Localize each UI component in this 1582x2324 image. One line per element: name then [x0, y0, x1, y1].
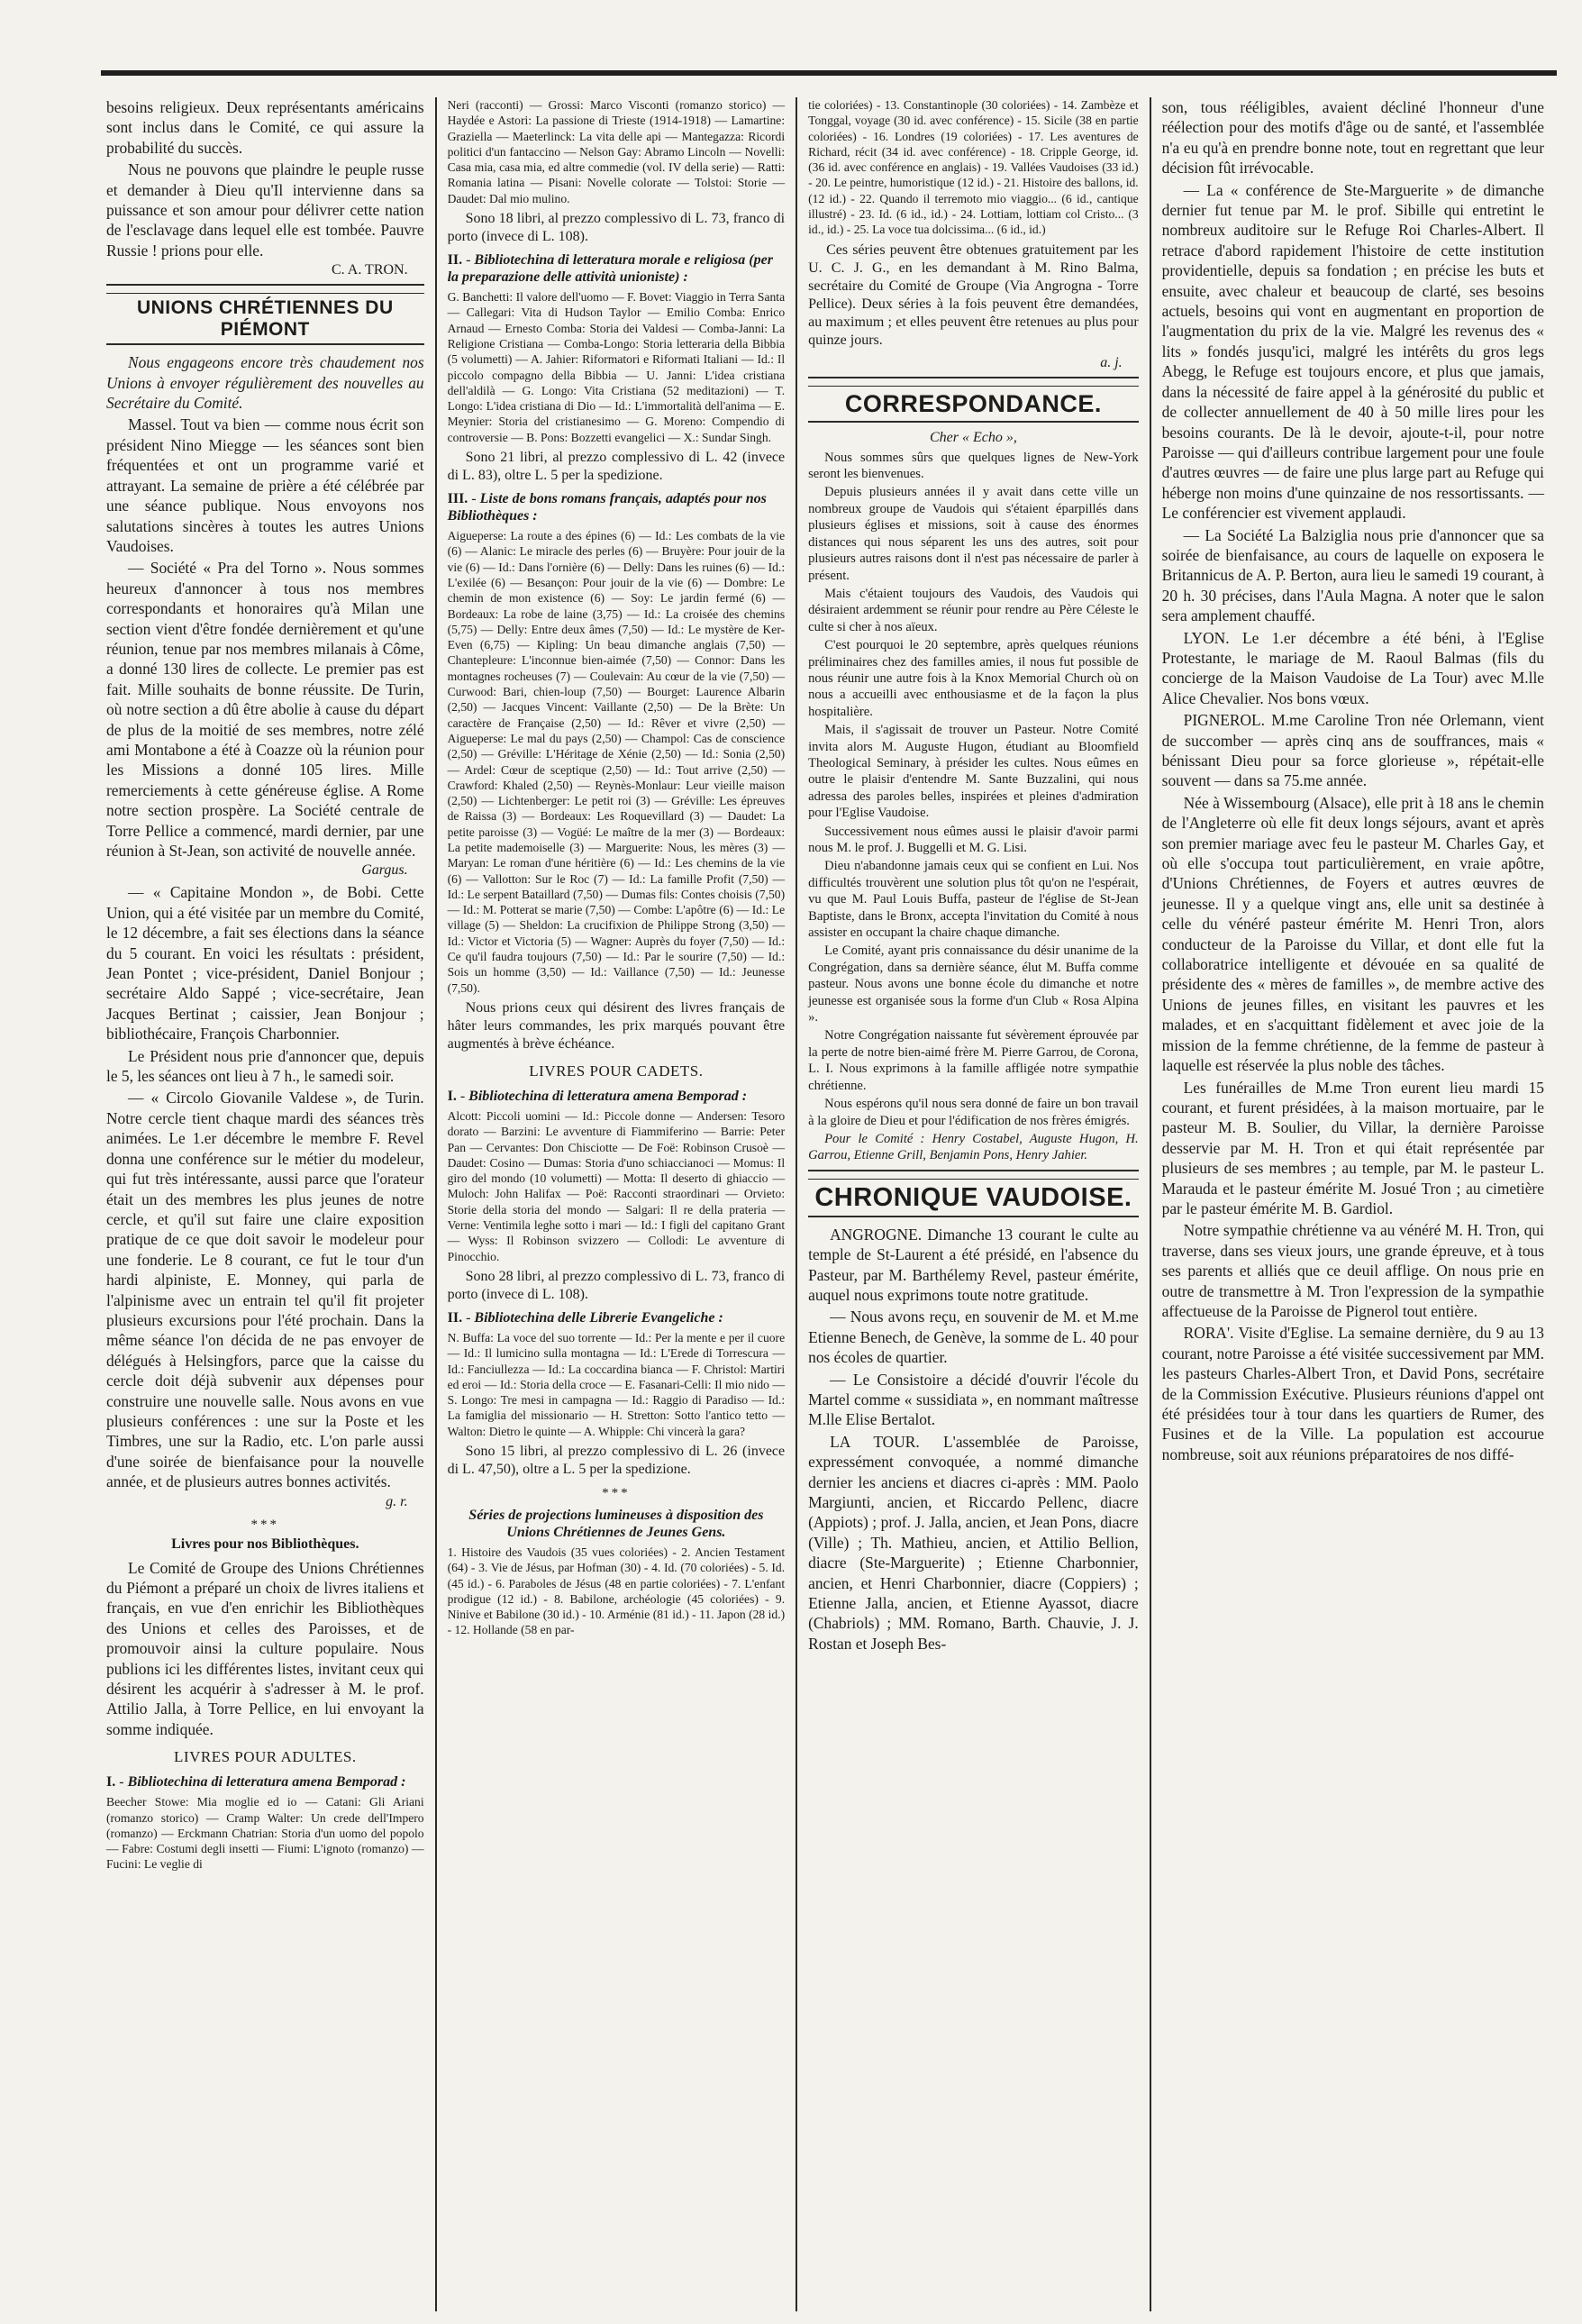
list-heading: II. - Bibliotechina delle Librerie Evangeliche : [447, 1309, 723, 1326]
correspondance-paragraph: Nous espérons qu'il nous sera donné de faire un bon travail à la gloire de Dieu et pour l'édification de nos frères émigrés. [808, 1097, 1139, 1128]
correspondance-paragraph: Dieu n'abandonne jamais ceux qui se confient en Lui. Nos difficultés trouvèrent une solution plus tôt qu'on ne l'espérait, vu que M. Paul Louis Buffa, pasteur de l'église de St-Jean Baptiste, dans le Bronx, accepta l'invitation du Comité à nous assister en occupant la chaire chaque dimanche. [808, 859, 1139, 941]
divider [808, 1170, 1139, 1171]
unions-paragraph: Le Président nous prie d'annoncer que, depuis le 5, les séances ont lieu à 7 h., le samedi soir. [106, 1046, 424, 1086]
list-heading: II. - Bibliotechina di letteratura morale e religiosa (per la preparazione delle attività unioniste) : [447, 252, 773, 286]
column-2 [437, 97, 796, 2311]
chronique-paragraph: Les funérailles de M.me Tron eurent lieu mardi 15 courant, et furent présidées, à la maison mortuaire, par le pasteur M. B. Soulier, du Villar, la dernière Paroisse desservie par M. H. Tron et qui était représentée par plusieurs de ses membres ; au temple, par M. le pasteur L. Marauda et le pasteur émérite M. Josué Tron ; au cimetière par le pasteur émérite M. B. Gardiol. [1161, 1078, 1544, 1217]
list-title: Bibliotechina delle Librerie Evangeliche : [474, 1309, 723, 1326]
correspondance-paragraph: Mais c'étaient toujours des Vaudois, des Vaudois qui désiraient ardemment se réunir pour rendre au Père Céleste le culte si cher à nos aïeux. [808, 586, 1139, 634]
adults-heading: LIVRES POUR ADULTES. [174, 1748, 357, 1766]
list-heading: I. - Bibliotechina di letteratura amena Bemporad : [106, 1774, 406, 1791]
chronique-paragraph: PIGNEROL. M.me Caroline Tron née Orlemann, vient de succomber — après cinq ans de souffrances, mais « bénissant Dieu pour sa force glorieuse », répétait-elle souvent — dans sa 75.me année. [1161, 711, 1544, 790]
book-catalog: N. Buffa: La voce del suo torrente — Id.: Per la mente e per il cuore — Id.: Il lumicino sulla montagna — Id.: L'Erede di Torrescura — Id.: Fanciullezza — Id.: La coccardina bianca — F. Christol: Martiri ed eroi — Id.: Storia della croce — E. Fasanari-Celli: Il mio nido — S. Longo: Tre mesi in campagna — Id.: Raggio di Paradiso — Id.: La famiglia del missionario — H. Stretton: Sotto l'antico tetto — Walton: Dietro le quinte — A. Whipple: Chi vincerà la gara? [447, 1330, 786, 1438]
catalog-note: Nous prions ceux qui désirent des livres français de hâter leurs commandes, les prix marqués pouvant être augmentés à brève échéance. [447, 999, 786, 1052]
signature-aj: a. j. [1100, 354, 1123, 370]
list-title: Bibliotechina di letteratura amena Bemporad : [127, 1774, 406, 1791]
list-number: III. [447, 491, 468, 507]
catalog-total: Sono 28 libri, al prezzo complessivo di L. 73, franco di porto (invece di L. 108). [447, 1268, 786, 1302]
intro-paragraph: besoins religieux. Deux représentants américains sont inclus dans le Comité, ce qui assure la probabilité du succès. [106, 98, 424, 157]
series-list: 1. Histoire des Vaudois (35 vues coloriées) - 2. Ancien Testament (64) - 3. Vie de Jésus, par Hofman (30) - 4. Id. (70 coloriées) - 5. Id. (45 id.) - 6. Paraboles de Jésus (48 en partie coloriées) - 7. L'enfant prodigue (12 id.) - 8. Babilone, archéologie (45 coloriées) - 9. Ninive et Babilone (30 id.) - 10. Arménie (81 id.) - 11. Japon (28 id.) - 12. Hollande (58 en par- [447, 1545, 786, 1637]
divider [808, 377, 1139, 378]
list-title: Bibliotechina di letteratura morale e religiosa (per la preparazione delle attività unioniste) : [447, 252, 773, 286]
chronique-paragraph: — La « conférence de Ste-Marguerite » de dimanche dernier fut tenue par M. le prof. Sibille qui entretint le nombreux auditoire sur le Refuge Roi Charles-Albert. Il retrace d'abord rapidement l'histoire de cette institution providentielle, depuis sa fondation ; en précise les buts et ensuite, avec chaleur et beaucoup de clarté, ses besoins actuels, besoins qui vont en augmentant en proportion de l'augmentation du prix de la vie. Malgré les revenus des « lits » fondés jusqu'ici, malgré les intérêts du gros legs Abegg, le Refuge est toujours encore, et plus que jamais, dans la nécessité de faire appel à la générosité du public et de collecter annuellement de 40 à 50 mille lires pour les besoins courants. De là le devoir, ajoute-t-il, pour notre Paroisse — qui d'ailleurs contribue largement pour une foule d'autres œuvres — de faire une plus large part au Refuge qui héberge non moins d'une quinzaine de nos ressortissants. — Le conférencier est vivement applaudi. [1161, 180, 1544, 523]
unions-heading: UNIONS CHRÉTIENNES DU PIÉMONT [106, 293, 424, 345]
correspondance-paragraph: Le Comité, ayant pris connaissance du désir unanime de la Congrégation, dans sa dernière séance, élut M. Buffa comme pasteur. Nous avons une bonne école du dimanche et notre jeunesse est organisée sous la forme d'un Club « Rosa Alpina ». [808, 943, 1139, 1025]
chronique-paragraph: — Le Consistoire a décidé d'ouvrir l'école du Martel comme « sussidiata », en nommant maîtresse M.lle Elise Bertalot. [808, 1370, 1139, 1429]
chronique-paragraph: son, tous rééligibles, avaient décliné l'honneur d'une réélection pour des motifs d'âge ou de santé, et l'assemblée n'a eu qu'à en prendre bonne note, tout en regrettant que leur décision fût irrévocable. [1161, 98, 1544, 178]
chronique-paragraph: LA TOUR. L'assemblée de Paroisse, expressément convoquée, a nommé dimanche dernier les anciens et diacres ci-après : MM. Paolo Margiunti, ancien, et Riccardo Pellenc, diacre (Appiots) ; prof. J. Jalla, ancien, et Jean Pons, diacre (Ville) ; Th. Mathieu, ancien, et Attilio Bellion, diacre (Ste-Marguerite) ; Etienne Charbonnier, ancien, et Henri Charbonnier, diacre (Coppiers) ; Etienne Jalla, ancien, et Etienne Ayassot, diacre (Chabriols) ; MM. Romano, Barth. Chauvie, J. J. Rostan et Joseph Bes- [808, 1432, 1139, 1653]
list-number: II. [447, 252, 463, 269]
unions-paragraph: — « Circolo Giovanile Valdese », de Turin. Notre cercle tient chaque mardi des séances très animées. Le 1.er décembre le membre F. Revel donna une conférence sur le métier du modeleur, qui fut très intéressante, aussi parce que l'orateur était un des membres les plus jeunes de notre cercle, et qu'il sut faire une claire exposition pratique de ce que doit savoir le modeleur pour une fonderie. Le 8 courant, ce fut le tour d'un hardi alpiniste, E. Monney, qui parla de l'alpinisme avec un entrain tel qu'il fit projeter plusieurs excursions pour l'été prochain. Dans la même séance l'on décida de ne pas envoyer de délégués à Helsingfors, parce que la caisse du cercle doit déjà subvenir aux dépenses pour construire une nouvelle salle. Nous avons en vue plusieurs conférences : une sur la Poste et les Timbres, une sur la Radio, etc. L'on parle aussi d'une soirée de bienfaisance pour la nouvelle année, et de plusieurs autres bonnes activités. [106, 1089, 424, 1491]
list-title: Liste de bons romans français, adaptés pour nos Bibliothèques : [447, 491, 767, 524]
stars-separator: *** [602, 1486, 631, 1500]
list-number: I. [106, 1774, 116, 1791]
signature-gargus: Gargus. [361, 862, 408, 879]
list-heading: III. - Liste de bons romans français, adaptés pour nos Bibliothèques : [447, 491, 767, 524]
correspondance-paragraph: Successivement nous eûmes aussi le plaisir d'avoir parmi nous M. le prof. J. Buggelli et M. G. Lisi. [808, 824, 1139, 856]
series-title: Séries de projections lumineuses à disposition des Unions Chrétiennes de Jeunes Gens. [468, 1508, 764, 1540]
chronique-paragraph: — Nous avons reçu, en souvenir de M. et M.me Etienne Benech, de Genève, la somme de L. 40 pour nos écoles de quartier. [808, 1308, 1139, 1367]
intro-paragraph: Nous ne pouvons que plaindre le peuple russe et demander à Dieu qu'Il intervienne dans sa puissance et son amour pour délivrer cette nation de l'esclavage dans lequel elle est tombée. Pauvre Russie ! prions pour elle. [106, 160, 424, 260]
correspondance-paragraph: Nous sommes sûrs que quelques lignes de New-York seront les bienvenues. [808, 450, 1139, 482]
correspondance-paragraph: Depuis plusieurs années il y avait dans cette ville un nombreux groupe de Vaudois qui s'étaient éparpillés dans plusieurs églises et missions, soit à cause des énormes distances qui nous séparent les uns des autres, soit pour plusieurs autres raisons dont il n'est pas nécessaire de parler à présent. [808, 485, 1139, 583]
unions-paragraph: — Société « Pra del Torno ». Nous sommes heureux d'annoncer à tous nos membres correspondants et honoraires qu'à Milan une section vient d'être fondée dernièrement et qu'une réunion, tenue par nos membres milanais à Côme, a donné 130 lires de collecte. Le premier pas est fait. Mille souhaits de bonne réussite. De Turin, où notre section a dû être abolie à cause du départ de plus de la moitié de ses membres, notre zélé ami Montabone a été à Coazze où la réunion pour les Missions a donné 105 lires. Mille remerciements à cette généreuse église. A Rome notre section prospère. La Société centrale de Torre Pellice a commencé, mardi dernier, par une réunion à St-Jean, son activité de nouvelle année. [106, 559, 424, 860]
correspondance-paragraph: C'est pourquoi le 20 septembre, après quelques réunions préliminaires chez des familles amies, il nous fut possible de nous réunir une autre fois à la Knox Memorial Church où on nous a accueilli avec enthousiasme et de la façon la plus hospitalière. [808, 638, 1139, 719]
column-4 [1151, 97, 1555, 2311]
correspondance-signature: Pour le Comité : Henry Costabel, Auguste Hugon, H. Garrou, Etienne Grill, Benjamin Pons, Henry Jahier. [808, 1131, 1139, 1163]
series-paragraph: Ces séries peuvent être obtenues gratuitement par les U. C. J. G., en les demandant à M. Rino Balma, secrétaire du Comité de Groupe (Via Angrogna - Torre Pellice). Deux séries à la fois peuvent être demandées, au maximum ; et elles peuvent être retenues au plus pour quinze jours. [808, 242, 1139, 348]
book-catalog: Neri (racconti) — Grossi: Marco Visconti (romanzo storico) — Haydée e Astori: La passione di Trieste (1914-1918) — Lamartine: Graziella — Maeterlinck: La vita delle api — Mantegazza: Ricordi politici d'un fantaccino — Nelson Gay: Abramo Lincoln — Novelli: Casa mia, casa mia, ed altre commedie (vol. IV della serie) — Ratti: Romania latina — Pisani: Novelle colorate — Tolstoi: Storie — Daudet: Dal mio mulino. [447, 98, 786, 205]
chronique-paragraph: LYON. Le 1.er décembre a été béni, à l'Eglise Protestante, le mariage de M. Raoul Balmas (fils du concierge de la Maison Vaudoise de La Tour) avec M.lle Alice Chevalier. Nos bons vœux. [1161, 628, 1544, 707]
correspondance-heading: CORRESPONDANCE. [808, 386, 1139, 423]
series-list: tie coloriées) - 13. Constantinople (30 coloriées) - 14. Zambèze et Tonggal, voyage (30 id. avec conférence) - 15. Sicile (38 en partie coloriées) - 16. Londres (19 coloriées) - 17. Les aventures de Richard, récit (34 id. avec conférence) - 18. Cripple George, id. (36 id. avec conférence en anglais) - 19. Vallées Vaudoises (33 id.) - 20. Le peintre, humoristique (12 id.) - 21. Histoire des ballons, id. (12 id.) - 22. Quando il terremoto mio viaggio... (6 id., cantique illustré) - 23. Id. (6 id., id.) - 24. Lottiam, lottiam col Cristo... (3 id., id.) - 25. La voce tua dolcissima... (6 id., id.) [808, 98, 1139, 237]
unions-intro: Nous engageons encore très chaudement nos Unions à envoyer régulièrement des nouvelles au Secrétaire du Comité. [106, 353, 424, 413]
chronique-paragraph: Notre sympathie chrétienne va au vénéré M. H. Tron, qui traverse, dans ses vieux jours, une grande épreuve, et à tous ses parents et alliés que ce deuil afflige. On nous prie en outre de transmettre à M. Tron l'expression de la sympathie affectueuse de la Paroisse de Pignerol tout entière. [1161, 1221, 1544, 1320]
cadets-heading: LIVRES POUR CADETS. [529, 1062, 704, 1080]
correspondance-paragraph: Mais, il s'agissait de trouver un Pasteur. Notre Comité invita alors M. Auguste Hugon, étudiant au Bloomfield Theological Seminary, à présider les cultes. Nous eûmes en outre le plaisir d'entendre M. Sante Buzzalini, qui nous adressa des paroles belles, inspirées et pleines d'admiration pour l'Eglise Vaudoise. [808, 723, 1139, 821]
correspondance-paragraph: Notre Congrégation naissante fut sévèrement éprouvée par la perte de notre bien-aimé frère M. Pierre Garrou, de Corona, L. I. Nous exprimons à la famille affligée notre sympathie chrétienne. [808, 1028, 1139, 1093]
unions-paragraph: Massel. Tout va bien — comme nous écrit son président Nino Miegge — les séances sont bien fréquentées et ont un programme varié et attrayant. La semaine de prière a été célébrée par une séance publique. Nous envoyons nos salutations sincères à toutes les autres Unions Vaudoises. [106, 415, 424, 555]
catalog-total: Sono 18 libri, al prezzo complessivo di L. 73, franco di porto (invece di L. 108). [447, 211, 786, 245]
series-heading [448, 1507, 786, 1541]
page-columns [95, 97, 1555, 2311]
intro-signature: C. A. TRON. [332, 262, 408, 278]
chronique-paragraph: Née à Wissembourg (Alsace), elle prit à 18 ans le chemin de l'Angleterre où elle fit deux longs séjours, avant et après son premier mariage avec feu le pasteur M. Charles Gay, et où elle s'occupa tout particulièrement, en vraie apôtre, d'Unions Chrétiennes, de Foyers et autres œuvres de jeunesse. Il y a quelque vingt ans, elle unit sa destinée à celle du vénéré pasteur émérite M. Henri Tron, alors conducteur de la Paroisse du Villar, et dont elle fut la collaboratrice intelligente et dévouée en sa qualité de présidente des « mères de familles », de membre active des Unions de jeunes filles, en visitant les pauvres et les malades, et en s'acquittant fidèlement et avec joie de la mission de la femme chrétienne, de la femme de pasteur à laquelle est réservée la plus noble des tâches. [1161, 793, 1544, 1075]
book-catalog: Aigueperse: La route a des épines (6) — Id.: Les combats de la vie (6) — Alanic: Le miracle des perles (6) — Bruyère: Pour jouir de la vie (6) — Id.: Dans l'ornière (6) — Delly: Dans les ruines (6) — Id.: L'exilée (6) — Besançon: Pour jouir de la vie (6) — Dombre: Le chemin de mon existence (6) — Soy: Le jardin fermé (6) — Bordeaux: La robe de laine (3,75) — Id.: La croisée des chemins (5,75) — Delly: Entre deux âmes (7,50) — Id.: Le mystère de Ker-Even (6,75) — Kipling: Un beau dimanche anglais (7,50) — Chantepleure: L'inconnue bien-aimée (7,50) — Connor: Dans les montagnes rocheuses (7) — Coulevain: Au cœur de la vie (7,50) — Curwood: Bari, chien-loup (7,50) — Bourget: Laurence Albarin (2,50) — Jacques Vincent: Vaillante (2,50) — De la Brète: Un caractère de Française (2,50) — Id.: Rêver et vivre (2,50) — Aigueperse: Le mal du pays (2,50) — Champol: Cas de conscience (2,50) — Gréville: L'Héritage de Xénie (2,50) — Id.: Sonia (2,50) — Ardel: Cœur de sceptique (2,50) — Id.: Tout arrive (2,50) — Crawford: Khaled (2,50) — Reynès-Monlaur: Leur vieille maison (2,50) — Lichtenberger: Le petit roi (3) — Gréville: Les épreuves de Raissa (3) — Bordeaux: Les Roquevillard (3) — Daudet: La petite paroisse (3) — Vogüé: Le maître de la mer (3) — Bordeaux: La petite mademoiselle (3) — Marguerite: Nous, les mères (3) — Maryan: Le roman d'une héritière (6) — Id.: Les chemins de la vie (6) — Vallotton: Sur le Roc (7) — Id.: La famille Profit (7,50) — Id.: Le serpent Bataillard (7,50) — Dumas fils: Contes choisis (7,50) — Id.: M. Potterat se marie (7,50) — Combe: L'apôtre (6) — Id.: Le village (5) — Sheldon: La crucifixion de Philippe Strong (3,50) — Id.: Victor et Victoria (5) — Wagner: Auprès du foyer (7,50) — Id.: Ce qu'il faudra toujours (7,50) — Id.: Par le sourire (7,50) — Id.: Sois un homme (3,50) — Id.: Vaillance (7,50) — Id.: Jeunesse (7,50). [447, 529, 786, 995]
book-catalog: Beecher Stowe: Mia moglie ed io — Catani: Gli Ariani (romanzo storico) — Cramp Walter: Un crede dell'Impero (romanzo) — Erckmann Chatrian: Storia d'un uomo del popolo — Fabre: Costumi degli insetti — Fiumi: L'ignoto (romanzo) — Fucini: Le veglie di [106, 1795, 424, 1872]
catalog-total: Sono 21 libri, al prezzo complessivo di L. 42 (invece di L. 83), oltre L. 5 per la spedizione. [447, 450, 786, 484]
chronique-heading: CHRONIQUE VAUDOISE. [808, 1179, 1139, 1217]
chronique-paragraph: ANGROGNE. Dimanche 13 courant le culte au temple de St-Laurent a été présidé, en l'absence du Pasteur, par M. Barthélemy Revel, pasteur émérite, auquel nous exprimons toute notre gratitude. [808, 1225, 1139, 1304]
correspondance-salutation: Cher « Echo », [929, 429, 1017, 445]
list-title: Bibliotechina di letteratura amena Bemporad : [468, 1088, 748, 1104]
top-rule [101, 70, 1557, 76]
chronique-paragraph: RORA'. Visite d'Eglise. La semaine dernière, du 9 au 13 courant, notre Paroisse a été visitée successivement par MM. les pasteurs Charles-Albert Tron, et David Pons, secrétaire de la Commission Exécutive. Plusieurs réunions d'appel ont été présidées tour à tour dans les quartiers de Rumer, des Fusines et de la Ville. La population est accourue nombreuse, soit aux réunions préparatoires de nos diffé- [1161, 1324, 1544, 1463]
stars-separator: *** [250, 1517, 280, 1532]
unions-paragraph: — « Capitaine Mondon », de Bobi. Cette Union, qui a été visitée par un membre du Comité, le 12 décembre, a fait ses élections dans la séance du 5 courant. En voici les résultats : président, Jean Pontet ; vice-président, Daniel Bonjour ; secrétaire Aldo Sappé ; vice-secrétaire, Jean Jacques Bertinat ; caissier, Jean Bonjour ; bibliothécaire, François Charbonnier. [106, 883, 424, 1044]
list-heading: I. - Bibliotechina di letteratura amena Bemporad : [447, 1088, 748, 1104]
chronique-paragraph: — La Société La Balziglia nous prie d'annoncer que sa soirée de bienfaisance, au cours de laquelle on exposera le Britannicus de A. P. Berton, aura lieu le samedi 19 courant, à 20 h. 30 précises, dans l'Aula Magna. A noter que le salon sera amplement chauffé. [1161, 525, 1544, 625]
list-number: I. [447, 1088, 457, 1104]
divider [106, 284, 424, 286]
catalog-total: Sono 15 libri, al prezzo complessivo di L. 26 (invece di L. 47,50), oltre a L. 5 per la spedizione. [447, 1444, 786, 1477]
list-number: II. [447, 1309, 463, 1326]
book-catalog: G. Banchetti: Il valore dell'uomo — F. Bovet: Viaggio in Terra Santa — Callegari: Vita di Hudson Taylor — Emilio Comba: Enrico Arnaud — Ernesto Comba: Storia dei Valdesi — Comba-Janni: La Religione Cristiana — Comba-Longo: Storia letteraria della Bibbia (5 volumetti) — A. Jahier: Riformatori e Riformati Italiani — Id.: Il piccolo compagno della Bibbia — U. Janni: L'idea cristiana dell'aldilà — G. Longo: Vita Cristiana (52 meditazioni) — T. Longo: L'idea cristiana di Dio — Id.: L'immortalità dell'anima — E. Meynier: Storia del cristianesimo — G. Moreno: Compendio di controversie — B. Pons: Bozzetti evangelici — X.: Sundar Singh. [447, 290, 786, 444]
signature-gr: g. r. [386, 1493, 408, 1509]
book-catalog: Alcott: Piccoli uomini — Id.: Piccole donne — Andersen: Tesoro dorato — Barzini: Le avventure di Fiammiferino — Barrie: Peter Pan — Cervantes: Don Chisciotte — De Foë: Robinson Crusoè — Daudet: Cosino — Dumas: Storia d'uno schiaccianoci — Momus: Il giro del mondo (10 volumetti) — Motta: Il deserto di ghiaccio — Muloch: John Halifax — Poë: Racconti straordinari — Orvieto: Storie della storia del mondo — Salgari: Il re della prateria — Verne: Ventimila leghe sotto i mari — Id.: I figli del capitano Grant — Wyss: Il Robinson svizzero — Collodi: Le avventure di Pinocchio. [447, 1108, 786, 1263]
column-3 [797, 97, 1150, 2311]
bibliotheques-paragraph: Le Comité de Groupe des Unions Chrétiennes du Piémont a préparé un choix de livres italiens et français, en vue d'en enrichir les Bibliothèques des Unions et celles des Paroisses, et de promouvoir ainsi la culture populaire. Nous publions ici les différentes listes, invitant ceux qui désirent les acquérir à s'adresser à M. le prof. Attilio Jalla, à Torre Pellice, en lui envoyant la somme indiquée. [106, 1558, 424, 1738]
column-1 [95, 97, 435, 2311]
bibliotheques-heading: Livres pour nos Bibliothèques. [171, 1536, 359, 1552]
